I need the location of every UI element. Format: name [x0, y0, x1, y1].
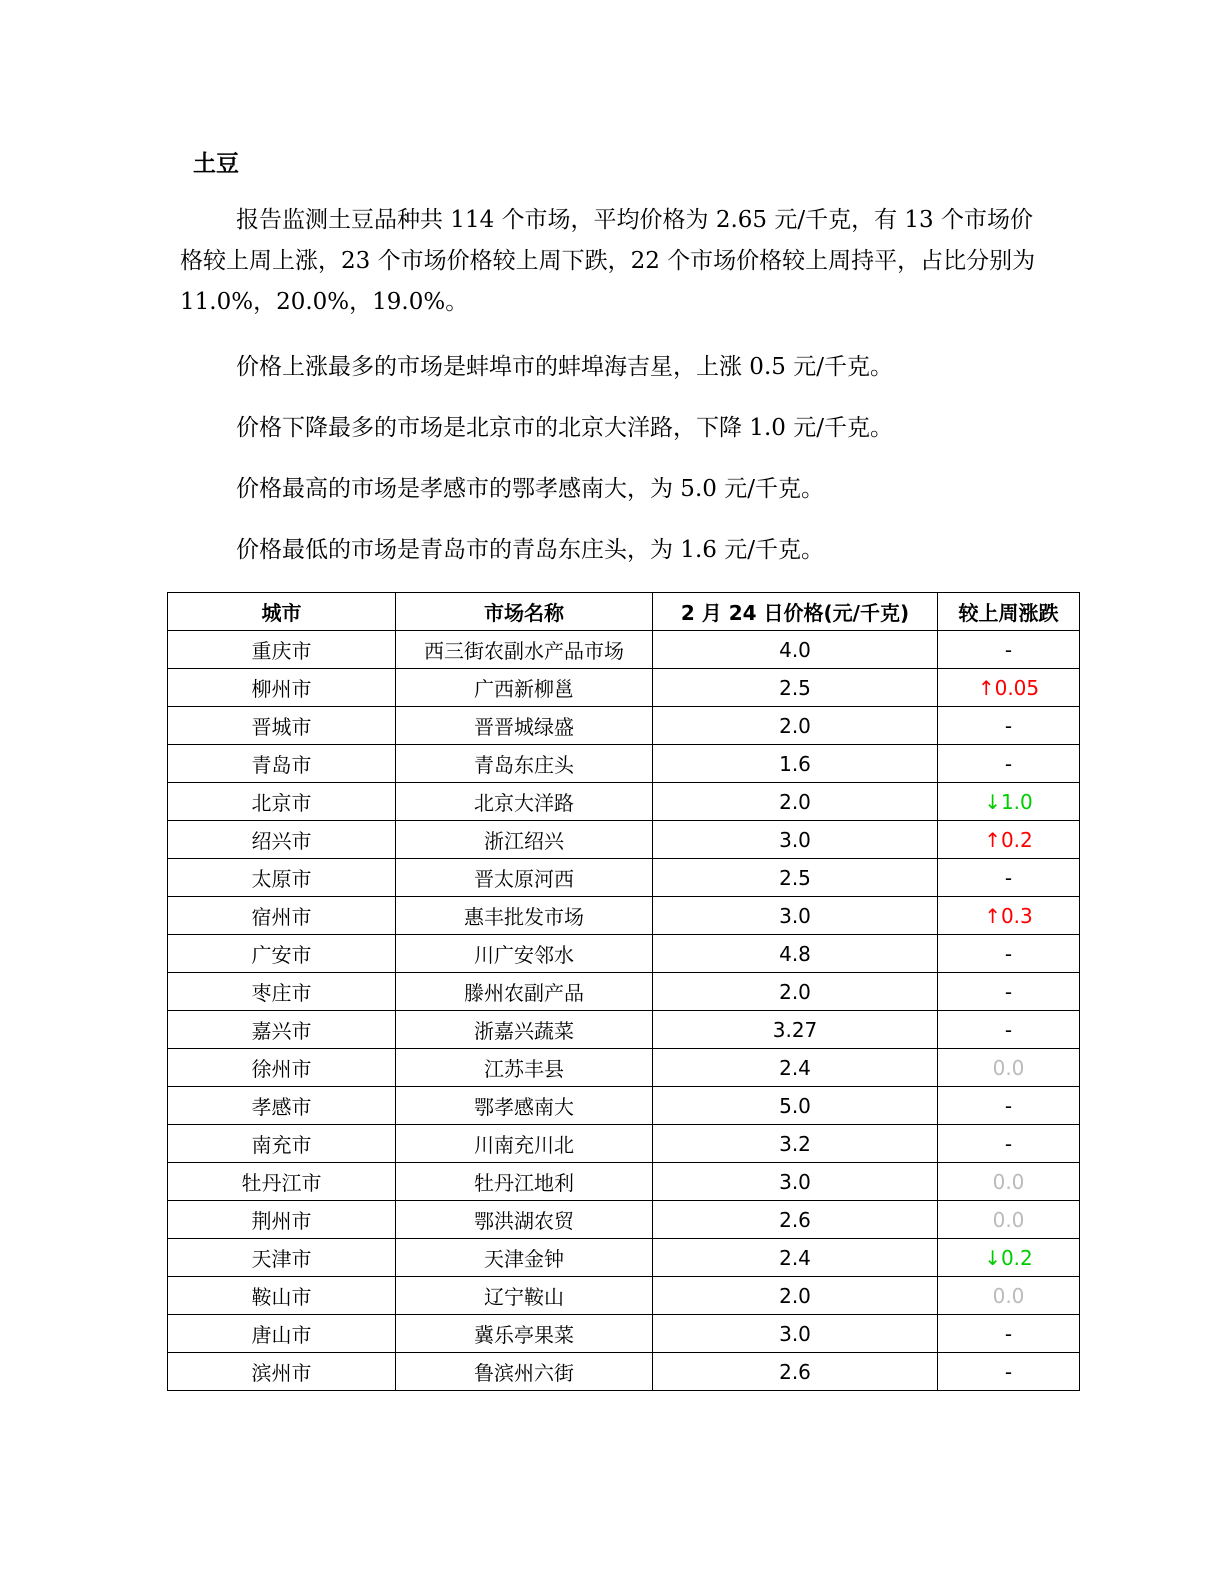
change-cell: -	[938, 859, 1080, 897]
city-cell: 北京市	[168, 783, 396, 821]
price-cell: 5.0	[653, 1087, 938, 1125]
table-header-row	[168, 593, 1080, 631]
table-row	[168, 897, 1080, 935]
city-cell: 绍兴市	[168, 821, 396, 859]
market-cell: 西三街农副水产品市场	[396, 631, 653, 669]
city-cell: 嘉兴市	[168, 1011, 396, 1049]
change-cell: -	[938, 1353, 1080, 1391]
table-row	[168, 973, 1080, 1011]
market-cell: 鄂孝感南大	[396, 1087, 653, 1125]
change-cell: -	[938, 707, 1080, 745]
table-row	[168, 935, 1080, 973]
city-cell: 鞍山市	[168, 1277, 396, 1315]
price-cell: 2.4	[653, 1239, 938, 1277]
change-cell: -	[938, 1011, 1080, 1049]
price-cell: 2.5	[653, 859, 938, 897]
price-cell: 3.27	[653, 1011, 938, 1049]
market-cell: 川广安邻水	[396, 935, 653, 973]
market-cell: 北京大洋路	[396, 783, 653, 821]
city-cell: 宿州市	[168, 897, 396, 935]
price-cell: 3.0	[653, 821, 938, 859]
table-row	[168, 707, 1080, 745]
table-row	[168, 631, 1080, 669]
price-cell: 2.0	[653, 1277, 938, 1315]
market-cell: 鄂洪湖农贸	[396, 1201, 653, 1239]
price-cell: 2.0	[653, 783, 938, 821]
table-row	[168, 745, 1080, 783]
price-cell: 2.4	[653, 1049, 938, 1087]
price-table	[167, 592, 1080, 1391]
market-cell: 鲁滨州六街	[396, 1353, 653, 1391]
market-cell: 江苏丰县	[396, 1049, 653, 1087]
change-cell: ↓0.2	[938, 1239, 1080, 1277]
city-cell: 太原市	[168, 859, 396, 897]
city-cell: 唐山市	[168, 1315, 396, 1353]
change-cell: -	[938, 1125, 1080, 1163]
city-cell: 南充市	[168, 1125, 396, 1163]
table-row	[168, 783, 1080, 821]
price-cell: 1.6	[653, 745, 938, 783]
table-row	[168, 1277, 1080, 1315]
market-cell: 冀乐亭果菜	[396, 1315, 653, 1353]
city-cell: 徐州市	[168, 1049, 396, 1087]
header-price: 2 月 24 日价格(元/千克)	[653, 593, 938, 631]
market-cell: 川南充川北	[396, 1125, 653, 1163]
max-drop-line: 价格下降最多的市场是北京市的北京大洋路，下降 1.0 元/千克。	[236, 415, 893, 441]
city-cell: 荆州市	[168, 1201, 396, 1239]
market-cell: 牡丹江地利	[396, 1163, 653, 1201]
price-cell: 2.0	[653, 973, 938, 1011]
market-cell: 天津金钟	[396, 1239, 653, 1277]
table-row	[168, 1087, 1080, 1125]
city-cell: 孝感市	[168, 1087, 396, 1125]
price-cell: 4.0	[653, 631, 938, 669]
table-row	[168, 1125, 1080, 1163]
change-cell: 0.0	[938, 1163, 1080, 1201]
city-cell: 柳州市	[168, 669, 396, 707]
city-cell: 牡丹江市	[168, 1163, 396, 1201]
price-cell: 2.6	[653, 1353, 938, 1391]
header-market: 市场名称	[396, 593, 653, 631]
change-cell: -	[938, 631, 1080, 669]
city-cell: 天津市	[168, 1239, 396, 1277]
table-row	[168, 1239, 1080, 1277]
market-cell: 广西新柳邕	[396, 669, 653, 707]
change-cell: ↑0.05	[938, 669, 1080, 707]
table-row	[168, 1353, 1080, 1391]
change-cell: 0.0	[938, 1277, 1080, 1315]
market-cell: 浙嘉兴蔬菜	[396, 1011, 653, 1049]
city-cell: 广安市	[168, 935, 396, 973]
header-change: 较上周涨跌	[938, 593, 1080, 631]
price-cell: 2.6	[653, 1201, 938, 1239]
market-cell: 辽宁鞍山	[396, 1277, 653, 1315]
lowest-price-line: 价格最低的市场是青岛市的青岛东庄头，为 1.6 元/千克。	[236, 537, 824, 563]
market-cell: 青岛东庄头	[396, 745, 653, 783]
price-cell: 2.0	[653, 707, 938, 745]
city-cell: 晋城市	[168, 707, 396, 745]
table-row	[168, 1315, 1080, 1353]
change-cell: -	[938, 745, 1080, 783]
max-rise-line: 价格上涨最多的市场是蚌埠市的蚌埠海吉星，上涨 0.5 元/千克。	[236, 354, 893, 380]
change-cell: ↑0.3	[938, 897, 1080, 935]
table-row	[168, 859, 1080, 897]
section-heading: 土豆	[193, 150, 239, 177]
header-city: 城市	[168, 593, 396, 631]
table-row	[168, 1201, 1080, 1239]
change-cell: -	[938, 935, 1080, 973]
summary-paragraph: 报告监测土豆品种共 114 个市场，平均价格为 2.65 元/千克，有 13 个市场价格较上周上涨，23 个市场价格较上周下跌，22 个市场价格较上周持平，占比分别为 11.0%，20.0%，19.0%。	[180, 207, 1036, 315]
table-row	[168, 1163, 1080, 1201]
market-cell: 滕州农副产品	[396, 973, 653, 1011]
price-cell: 3.2	[653, 1125, 938, 1163]
city-cell: 青岛市	[168, 745, 396, 783]
city-cell: 枣庄市	[168, 973, 396, 1011]
table-body	[168, 631, 1080, 1391]
change-cell: 0.0	[938, 1049, 1080, 1087]
table-row	[168, 821, 1080, 859]
table-row	[168, 669, 1080, 707]
highest-price-line: 价格最高的市场是孝感市的鄂孝感南大，为 5.0 元/千克。	[236, 476, 824, 502]
change-cell: ↓1.0	[938, 783, 1080, 821]
price-cell: 3.0	[653, 897, 938, 935]
market-cell: 晋太原河西	[396, 859, 653, 897]
market-cell: 惠丰批发市场	[396, 897, 653, 935]
market-cell: 晋晋城绿盛	[396, 707, 653, 745]
city-cell: 滨州市	[168, 1353, 396, 1391]
change-cell: -	[938, 973, 1080, 1011]
change-cell: 0.0	[938, 1201, 1080, 1239]
price-cell: 2.5	[653, 669, 938, 707]
price-cell: 3.0	[653, 1163, 938, 1201]
table-row	[168, 1049, 1080, 1087]
market-cell: 浙江绍兴	[396, 821, 653, 859]
change-cell: -	[938, 1087, 1080, 1125]
change-cell: ↑0.2	[938, 821, 1080, 859]
table-row	[168, 1011, 1080, 1049]
change-cell: -	[938, 1315, 1080, 1353]
price-cell: 3.0	[653, 1315, 938, 1353]
city-cell: 重庆市	[168, 631, 396, 669]
price-cell: 4.8	[653, 935, 938, 973]
